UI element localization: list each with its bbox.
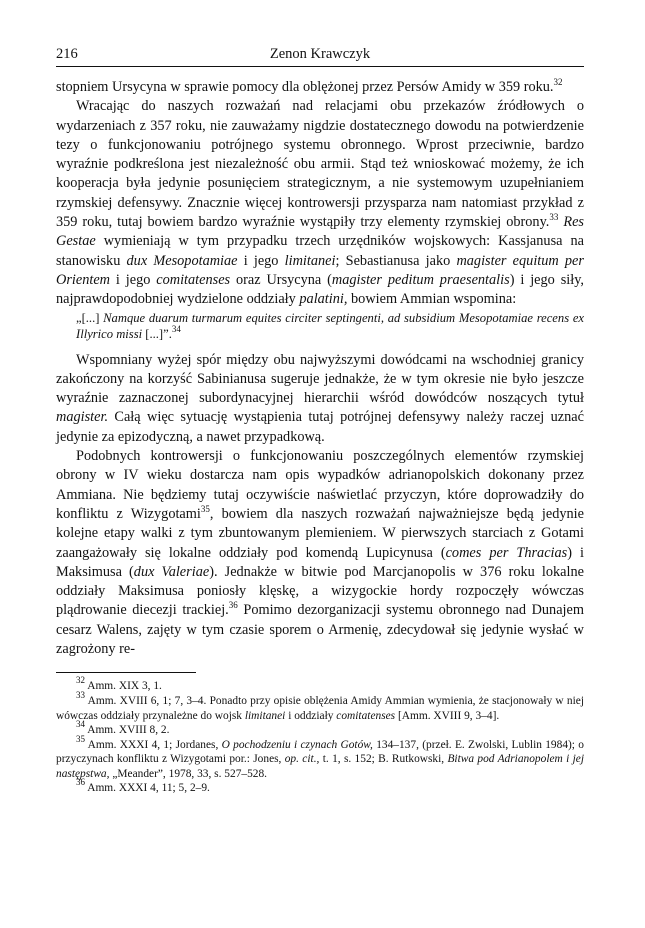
main-text bbox=[56, 78, 584, 659]
footnote-ref-32: 32 bbox=[553, 77, 563, 87]
book-page bbox=[56, 46, 584, 796]
footnote-32: $^{32}$ Amm. XIX 3, 1. bbox=[76, 675, 162, 693]
footnote-ref-36: 36 bbox=[228, 600, 238, 611]
footnote-36: $^{36}$ Amm. XXXI 4, 11; 5, 2–9. bbox=[76, 777, 210, 795]
paragraph-3: Wspomniany wyżej spór między obu najwyższymi dowódcami na wschodniej granicy zakończony na korzyść Sabinianusa sugeruje jednakże, że w tym okresie nie było jeszcze wyraźnie zaznaczonej subordynacyjnej hierarchii wśród dowódców noszących tytuł magister. Całą więc sytuację wystąpienia tutaj potrójnej defensywy należy raczej uznać jedynie za epizodyczną, a nawet przypadkową. bbox=[56, 351, 584, 445]
page-number: 216 bbox=[56, 46, 78, 62]
running-header bbox=[56, 46, 584, 66]
paragraph-4: Podobnych kontrowersji o funkcjonowaniu poszczególnych elementów rzymskiej obrony w IV wieku dostarcza nam opis wypadków adrianopolskich dokonany przez Ammiana. Nie będziemy tutaj oczywiście naświetlać przyczyn, które doprowadziły do konfliktu z Wizygotami$^{35}$, bowiem dla naszych rozważań najważniejsze będą jedynie kolejne etapy walki z tym zbuntowanym plemieniem. W pierwszych starciach z Gotami zaangażowały się lokalne oddziały pod komendą Lupicynusa (comes per Thracias) i Maksimusa (dux Valeriae). Jednakże w bitwie pod Marcjanopolis w 376 roku lokalne oddziały Maksimusa poniosły klęskę, a wizygockie hordy rozpoczęły wówczas plądrowanie diecezji trackiej.$^{36}$ Pomimo dezorganizacji systemu obronnego nad Dunajem cesarz Walens, zajęty w tym czasie sporem o Armenię, zdecydował się jedynie wysłać w zagrożony re- bbox=[56, 448, 584, 658]
running-title: Zenon Krawczyk bbox=[269, 46, 371, 62]
block-quote: „[...] Namque duarum turmarum equites circiter septingenti, ad subsidium Mesopotamiae recens ex Illyrico missi [...]”.$^{34}$ bbox=[76, 310, 584, 342]
paragraph-2: Wracając do naszych rozważań nad relacjami obu przekazów źródłowych o wydarzeniach z 357 roku, nie zauważamy nigdzie dostatecznego dowodu na potwierdzenie tezy o funkcjonowaniu potrójnego systemu obronnego. Wprost przeciwnie, bardzo wyraźnie podkreślona jest niezależność obu armii. Stąd też wnioskować możemy, że ich kooperacja była jedynie posunięciem strategicznym, a nie systemowym uzupełnianiem rzymskiej defensywy. Znacznie więcej kontrowersji przysparza nam natomiast przykład z 359 roku, tutaj bowiem bardzo wyraźnie wystąpiły trzy elementy rzymskiej obrony.$^{33}$ Res Gestae wymieniają w tym przypadku trzech urzędników wojskowych: Kassjanusa na stanowisku dux Mesopotamiae i jego limitanei; Sebastianusa jako magister equitum per Orientem i jego comitatenses oraz Ursycyna (magister peditum praesentalis) i jego siły, najprawdopodobniej wydzielone oddziały palatini, bowiem Ammian wspomina: bbox=[56, 98, 584, 308]
header-rule bbox=[56, 66, 584, 67]
footnote-ref-34: 34 bbox=[171, 324, 181, 335]
footnote-ref-33: 33 bbox=[549, 212, 559, 223]
footnote-rule bbox=[56, 672, 196, 673]
footnote-34: $^{34}$ Amm. XVIII 8, 2. bbox=[76, 719, 170, 737]
paragraph-1: stopniem Ursycyna w sprawie pomocy dla oblężonej przez Persów Amidy w 359 roku.$^{32}$ bbox=[56, 77, 563, 95]
footnote-ref-35: 35 bbox=[200, 503, 210, 514]
footnotes bbox=[56, 675, 584, 796]
footnote-35: $^{35}$ Amm. XXXI 4, 1; Jordanes, O pochodzeniu i czynach Gotów, 134–137, (przeł. E. Zwolski, Lublin 1984); o przyczynach konfliktu z Wizygotami por.: Jones, op. cit., t. 1, s. 152; B. Rutkowski, Bitwa pod Adrianopolem i jej następstwa, „Meander”, 1978, 33, s. 527–528. bbox=[56, 733, 584, 780]
footnote-33: $^{33}$ Amm. XVIII 6, 1; 7, 3–4. Ponadto przy opisie oblężenia Amidy Ammian wymienia, że stacjonowały w niej wówczas oddziały przynależne do wojsk limitanei i oddziały comitatenses [Amm. XVIII 9, 3–4]. bbox=[56, 689, 584, 722]
